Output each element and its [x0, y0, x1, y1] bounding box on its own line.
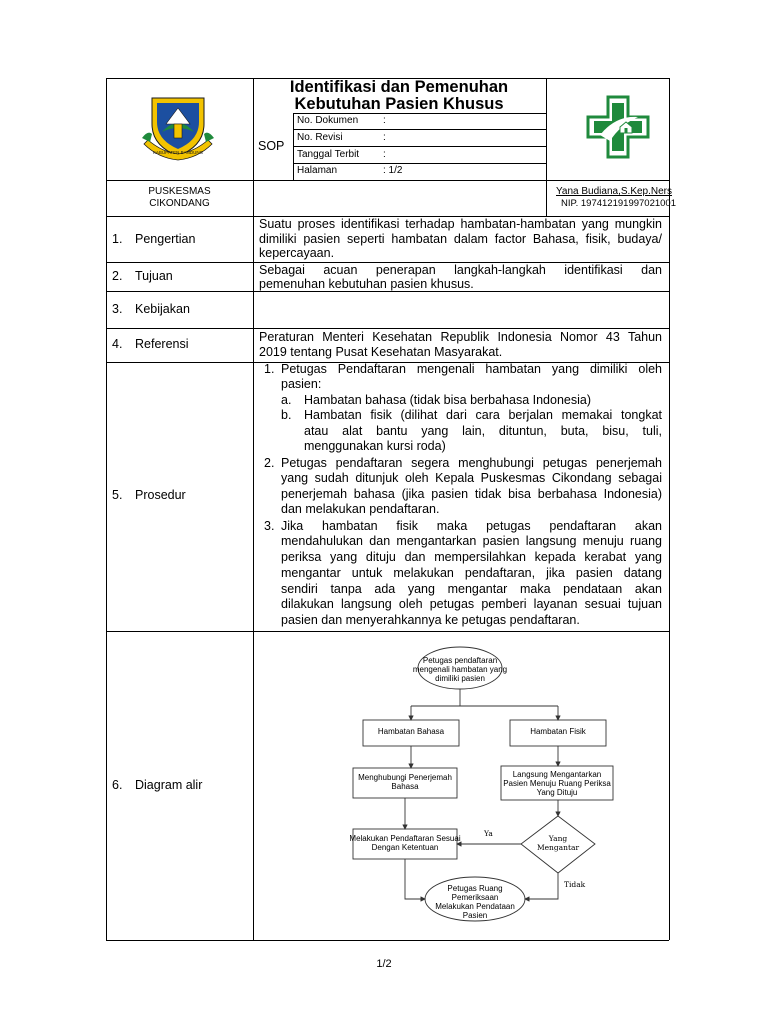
step2-line2: yang sudah ditunjuk oleh Kepala Puskesmas Cikondang sebagai [281, 471, 662, 485]
flow-decision-line2: Mengantar [536, 843, 580, 852]
pengertian-line1: Suatu proses identifikasi terhadap hambatan-hambatan yang mungkin [259, 217, 662, 231]
step1a-line1: Hambatan bahasa (tidak bisa berbahasa Indonesia) [304, 393, 591, 407]
step3-line6: dilakukan langsung oleh petugas pemberi layanan sesuai tujuan [281, 597, 662, 611]
flow-penerjemah-line2: Bahasa [391, 782, 419, 791]
signer-nip: NIP. 197412191997021001 [561, 198, 676, 209]
section-label-pengertian: Pengertian [135, 232, 196, 246]
referensi-line2: 2019 tentang Pusat Kesehatan Masyarakat. [259, 345, 503, 359]
field-label-halaman: Halaman [297, 165, 338, 176]
field-label-no-dokumen: No. Dokumen [297, 115, 359, 126]
document-title-line2: Kebutuhan Pasien Khusus [294, 95, 504, 113]
flow-yes-label: Ya [484, 829, 493, 838]
referensi-line1: Peraturan Menteri Kesehatan Republik Indonesia Nomor 43 Tahun [259, 330, 662, 344]
tujuan-line2: pemenuhan kebutuhan pasien khusus. [259, 277, 474, 291]
flow-decision-line1: Yang [548, 834, 568, 843]
section-num-diagram: 6. [112, 778, 123, 792]
step1a-num: a. [281, 393, 292, 407]
section-label-prosedur: Prosedur [135, 488, 186, 502]
flow-langsung-line1: Langsung Mengantarkan [512, 770, 602, 779]
step3-line5: sendiri tanpa ada yang mengantar maka pendataan akan [281, 582, 662, 596]
flow-fisik-label: Hambatan Fisik [530, 727, 586, 736]
step3-line1: Jika hambatan fisik maka petugas pendaftaran akan [281, 519, 662, 533]
step3-line3: periksa yang dituju dan mempersilahkan kepada kerabat yang [281, 550, 662, 564]
flow-start-line2: mengenali hambatan yang [412, 665, 508, 674]
flow-end-line3: Melakukan Pendataan [435, 902, 515, 911]
signer-name: Yana Budiana,S.Kep.Ners [556, 186, 673, 197]
document-title-line1: Identifikasi dan Pemenuhan [289, 78, 509, 96]
step3-line4: mengantar untuk melakukan pendaftaran, jika pasien datang [281, 566, 662, 580]
flow-start-line1: Petugas pendaftaran [422, 656, 498, 665]
step2-num: 2. [264, 456, 275, 470]
section-label-referensi: Referensi [135, 337, 189, 351]
flow-end-line4: Pasien [462, 911, 488, 920]
step2-line1: Petugas pendaftaran segera menghubungi petugas penerjemah [281, 456, 662, 470]
flow-end-line2: Pemeriksaan [451, 893, 499, 902]
org-name-line2: CIKONDANG [149, 198, 210, 209]
field-value-halaman: : 1/2 [383, 165, 403, 176]
field-label-no-revisi: No. Revisi [297, 132, 343, 143]
flow-start-line3: dimiliki pasien [435, 674, 485, 683]
flow-daftar-line1: Melakukan Pendaftaran Sesuai [349, 834, 461, 843]
tujuan-line1: Sebagai acuan penerapan langkah-langkah identifikasi dan [259, 263, 662, 277]
section-num-tujuan: 2. [112, 269, 123, 283]
puskesmas-logo [586, 95, 650, 159]
flow-langsung-line3: Yang Dituju [536, 788, 578, 797]
step3-num: 3. [264, 519, 275, 533]
section-num-referensi: 4. [112, 337, 123, 351]
step1-line2: pasien: [281, 377, 322, 391]
field-value-no-dokumen: : [383, 115, 386, 126]
step2-line3: penerjemah bahasa (jika pasien tidak bisa berbahasa Indonesia) [281, 487, 662, 501]
flow-bahasa-label: Hambatan Bahasa [377, 727, 445, 736]
flow-daftar-line2: Dengan Ketentuan [371, 843, 439, 852]
sop-label: SOP [258, 139, 285, 153]
page-number: 1/2 [376, 958, 392, 970]
step1b-line1: Hambatan fisik (dilihat dari cara berjalan memakai tongkat [304, 408, 662, 422]
flow-penerjemah-line1: Menghubungi Penerjemah [358, 773, 452, 782]
field-value-tanggal-terbit: : [383, 149, 386, 160]
step2-line4: dan melakukan pendaftaran. [281, 502, 440, 516]
step1b-line3: menggunakan kursi roda) [304, 439, 446, 453]
section-label-tujuan: Tujuan [135, 269, 173, 283]
step1b-line2: atau alat bantu yang lain, dituntun, buta, bisu, tuli, [304, 424, 662, 438]
step3-line7: pasien dan menyerahkannya ke petugas pendaftaran. [281, 613, 580, 627]
section-label-diagram: Diagram alir [135, 778, 203, 792]
flow-end-line1: Petugas Ruang [447, 884, 503, 893]
flow-langsung-line2: Pasien Menuju Ruang Periksa [503, 779, 611, 788]
step1b-num: b. [281, 408, 292, 422]
section-num-kebijakan: 3. [112, 302, 123, 316]
step1-num: 1. [264, 362, 275, 376]
logo-caption: KABUPATEN BANDUNG [152, 150, 204, 155]
section-num-pengertian: 1. [112, 232, 123, 246]
field-label-tanggal-terbit: Tanggal Terbit [297, 149, 360, 160]
pengertian-line3: kepercayaan. [259, 246, 335, 260]
field-value-no-revisi: : [383, 132, 386, 143]
pengertian-line2: dimiliki pasien seperti hambatan dalam factor Bahasa, fisik, budaya/ [259, 232, 662, 246]
section-num-prosedur: 5. [112, 488, 123, 502]
section-label-kebijakan: Kebijakan [135, 302, 190, 316]
org-name-line1: PUSKESMAS [148, 186, 211, 197]
step1-line1: Petugas Pendaftaran mengenali hambatan yang dimiliki oleh [281, 362, 662, 376]
step3-line2: mendahulukan dan mengantarkan pasien langsung menuju ruang [281, 534, 662, 548]
flow-no-label: Tidak [564, 880, 586, 889]
